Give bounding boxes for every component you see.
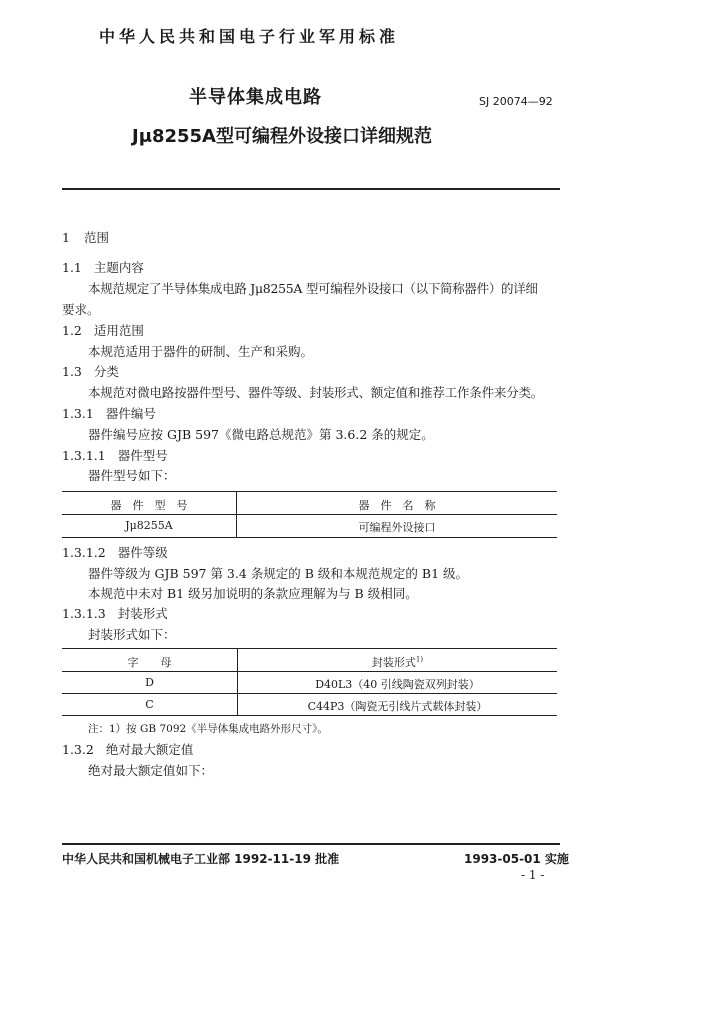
section-title: 封装形式 [117,606,168,621]
section-number: 1.3.1.1 [62,448,106,463]
section-title: 范围 [83,230,109,245]
section-1-3-1-3-paragraph: 封装形式如下： [88,627,176,642]
section-1-3-1-1-paragraph: 器件型号如下： [88,468,176,483]
section-1-3-2-paragraph: 绝对最大额定值如下： [88,763,214,778]
section-1-2-paragraph: 本规范适用于器件的研制、生产和采购。 [88,344,314,359]
table-header-rule [62,671,557,672]
section-title: 器件型号 [117,448,168,463]
section-1-3-1-2-paragraph-line2: 本规范中未对 B1 级另加说明的条款应理解为与 B 级相同。 [88,586,418,601]
section-1-3-paragraph: 本规范对微电路按器件型号、器件等级、封装形式、额定值和推荐工作条件来分类。 [88,385,544,400]
section-1-1-heading [62,258,144,276]
table-header-cell: 字 母 [127,656,172,669]
section-number: 1.2 [62,323,82,338]
table-header-text: 封装形式 [371,656,416,669]
page-number: - 1 - [521,868,545,882]
section-number: 1.1 [62,260,82,275]
table-cell: 可编程外设接口 [358,521,436,534]
table-cell: D [145,676,154,689]
section-title: 绝对最大额定值 [105,742,194,757]
table-header-rule [62,514,557,515]
section-1-heading [62,228,109,246]
table-cell: D40L3（40 引线陶瓷双列封装） [315,678,480,691]
table-bottom-rule [62,715,557,716]
section-number: 1.3.1.3 [62,606,106,621]
section-1-3-1-2-heading [62,543,168,561]
standard-number: SJ 20074—92 [479,95,553,108]
table-cell: C [145,698,154,711]
table-top-rule [62,648,557,649]
section-number: 1 [62,230,70,245]
section-title: 器件编号 [105,406,156,421]
table-header-cell [238,654,557,670]
table-cell: Jμ8255A [125,519,173,532]
header-divider [62,188,560,190]
table-header-cell: 器 件 名 称 [358,499,436,512]
section-1-3-1-heading [62,404,156,422]
section-title: 器件等级 [117,545,168,560]
section-number: 1.3 [62,364,82,379]
table-row-rule [62,693,557,694]
table-header-cell: 器 件 型 号 [110,499,188,512]
section-title: 主题内容 [93,260,144,275]
document-title-line2: Jμ8255A型可编程外设接口详细规范 [132,126,432,147]
table-top-rule [62,491,557,492]
footer-divider [62,843,560,845]
section-1-3-1-2-paragraph-line1: 器件等级为 GJB 597 第 3.4 条规定的 B 级和本规范规定的 B1 级。 [88,566,469,581]
section-1-2-heading [62,321,144,339]
section-1-1-paragraph-line1: 本规范规定了半导体集成电路 Jμ8255A 型可编程外设接口（以下简称器件）的详细 [88,281,538,296]
footnote-marker: 1) [415,655,424,664]
table-footnote: 注：1）按 GB 7092《半导体集成电路外形尺寸》。 [88,723,328,735]
section-title: 适用范围 [93,323,144,338]
section-1-1-paragraph-line2: 要求。 [62,302,100,317]
section-1-3-1-1-heading [62,446,168,464]
approval-line: 中华人民共和国机械电子工业部 1992-11-19 批准 [62,852,340,866]
section-number: 1.3.1 [62,406,94,421]
section-number: 1.3.2 [62,742,94,757]
section-number: 1.3.1.2 [62,545,106,560]
section-1-3-1-paragraph: 器件编号应按 GJB 597《微电路总规范》第 3.6.2 条的规定。 [88,427,434,442]
table-cell: C44P3（陶瓷无引线片式载体封装） [307,700,488,713]
table-bottom-rule [62,537,557,538]
section-1-3-2-heading [62,740,193,758]
section-1-3-heading [62,362,119,380]
document-title-line1: 半导体集成电路 [189,87,322,108]
standard-category-line: 中华人民共和国电子行业军用标准 [99,27,400,46]
effective-date: 1993-05-01 实施 [464,852,569,866]
section-1-3-1-3-heading [62,604,168,622]
section-title: 分类 [93,364,119,379]
